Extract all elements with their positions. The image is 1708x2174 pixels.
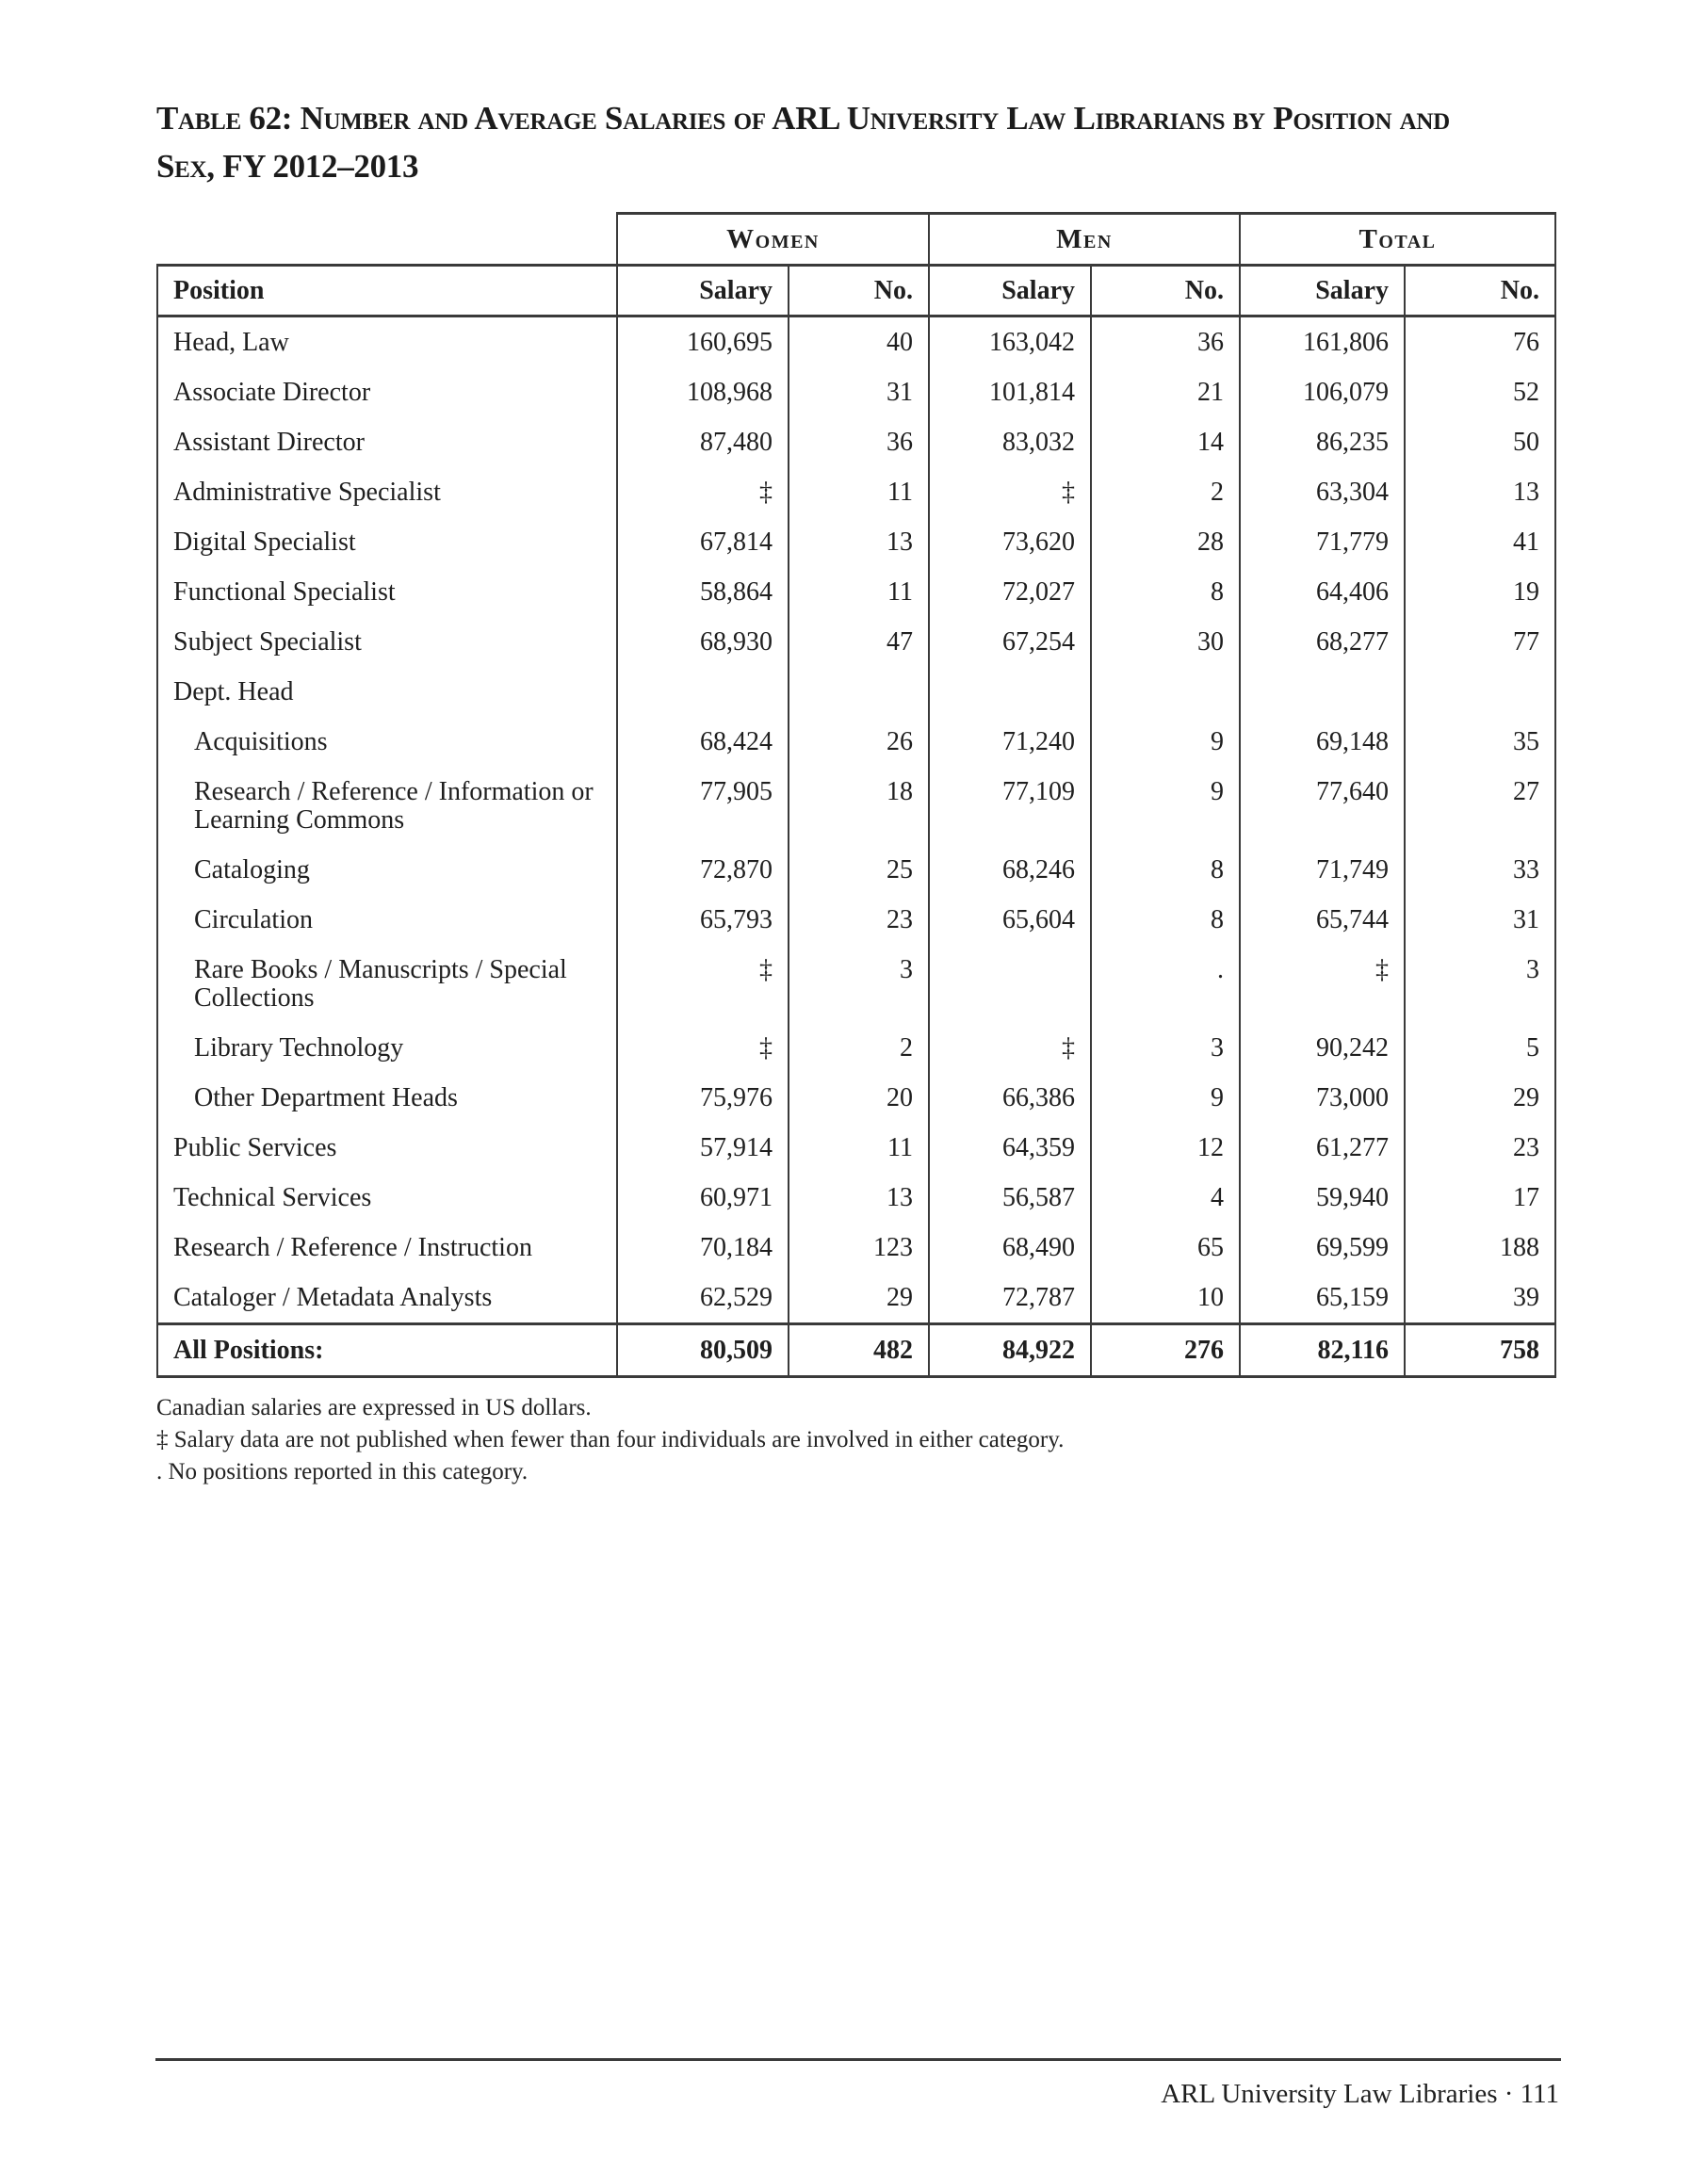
salary-cell: 77,640 — [1240, 767, 1405, 845]
salary-cell: 69,148 — [1240, 717, 1405, 767]
salary-cell: 64,406 — [1240, 567, 1405, 617]
count-cell: 52 — [1405, 367, 1555, 417]
position-cell: Research / Reference / Information or Learning Commons — [157, 767, 617, 845]
column-header-women-no: No. — [789, 266, 929, 316]
group-header-men: Men — [929, 214, 1240, 266]
salary-cell: 73,000 — [1240, 1073, 1405, 1123]
table-row — [157, 1223, 1555, 1273]
count-cell: 30 — [1091, 617, 1240, 667]
salary-cell: 57,914 — [617, 1123, 789, 1173]
salary-cell: 68,277 — [1240, 617, 1405, 667]
count-cell: . — [1091, 945, 1240, 1023]
salary-cell: 75,976 — [617, 1073, 789, 1123]
table-row — [157, 1073, 1555, 1123]
count-cell: 13 — [1405, 467, 1555, 517]
count-cell: 276 — [1091, 1324, 1240, 1377]
footer-page-label: ARL University Law Libraries · 111 — [1161, 2079, 1559, 2109]
salary-cell: 71,240 — [929, 717, 1091, 767]
count-cell: 76 — [1405, 316, 1555, 368]
table-row — [157, 417, 1555, 467]
count-cell: 188 — [1405, 1223, 1555, 1273]
column-header-position: Position — [157, 266, 617, 316]
salary-cell: 59,940 — [1240, 1173, 1405, 1223]
salary-cell — [929, 945, 1091, 1023]
salary-cell: 86,235 — [1240, 417, 1405, 467]
count-cell: 25 — [789, 845, 929, 895]
count-cell: 40 — [789, 316, 929, 368]
position-cell: Assistant Director — [157, 417, 617, 467]
count-cell: 19 — [1405, 567, 1555, 617]
group-header-row — [157, 214, 1555, 266]
column-header-row — [157, 266, 1555, 316]
salary-cell: ‡ — [1240, 945, 1405, 1023]
column-header-women-salary: Salary — [617, 266, 789, 316]
footer-rule — [155, 2058, 1561, 2061]
count-cell: 4 — [1091, 1173, 1240, 1223]
salary-cell: 62,529 — [617, 1273, 789, 1324]
table-row — [157, 767, 1555, 845]
total-row — [157, 1324, 1555, 1377]
table-row — [157, 617, 1555, 667]
salary-cell: 69,599 — [1240, 1223, 1405, 1273]
count-cell: 8 — [1091, 845, 1240, 895]
count-cell: 123 — [789, 1223, 929, 1273]
group-header-women: Women — [617, 214, 929, 266]
count-cell: 35 — [1405, 717, 1555, 767]
salary-cell: 64,359 — [929, 1123, 1091, 1173]
position-cell: Digital Specialist — [157, 517, 617, 567]
count-cell: 31 — [789, 367, 929, 417]
column-header-total-salary: Salary — [1240, 266, 1405, 316]
table-row — [157, 467, 1555, 517]
table-row — [157, 717, 1555, 767]
position-cell: Other Department Heads — [157, 1073, 617, 1123]
salary-cell: 106,079 — [1240, 367, 1405, 417]
count-cell: 23 — [1405, 1123, 1555, 1173]
position-cell: Cataloger / Metadata Analysts — [157, 1273, 617, 1324]
salary-cell: 58,864 — [617, 567, 789, 617]
count-cell: 29 — [1405, 1073, 1555, 1123]
column-header-total-no: No. — [1405, 266, 1555, 316]
salary-cell: 101,814 — [929, 367, 1091, 417]
salary-cell: 83,032 — [929, 417, 1091, 467]
count-cell: 482 — [789, 1324, 929, 1377]
salary-cell: 87,480 — [617, 417, 789, 467]
count-cell: 14 — [1091, 417, 1240, 467]
salary-cell: 73,620 — [929, 517, 1091, 567]
page-title-line-2: Sex, FY 2012–2013 — [156, 148, 419, 185]
footnote-no-positions: . No positions reported in this category. — [156, 1459, 529, 1484]
count-cell: 23 — [789, 895, 929, 945]
count-cell: 21 — [1091, 367, 1240, 417]
count-cell: 12 — [1091, 1123, 1240, 1173]
salary-cell: 65,159 — [1240, 1273, 1405, 1324]
count-cell: 31 — [1405, 895, 1555, 945]
table-row — [157, 667, 1555, 717]
count-cell: 758 — [1405, 1324, 1555, 1377]
salary-cell: 163,042 — [929, 316, 1091, 368]
footnote-currency: Canadian salaries are expressed in US dollars. — [156, 1395, 592, 1420]
position-cell: Head, Law — [157, 316, 617, 368]
count-cell: 3 — [1091, 1023, 1240, 1073]
count-cell: 11 — [789, 1123, 929, 1173]
count-cell — [1405, 667, 1555, 717]
salary-cell: 60,971 — [617, 1173, 789, 1223]
salary-cell: 65,793 — [617, 895, 789, 945]
salary-cell: 67,254 — [929, 617, 1091, 667]
position-cell: Public Services — [157, 1123, 617, 1173]
table-row — [157, 845, 1555, 895]
count-cell: 10 — [1091, 1273, 1240, 1324]
count-cell: 28 — [1091, 517, 1240, 567]
table-row — [157, 895, 1555, 945]
salary-cell: 68,930 — [617, 617, 789, 667]
position-cell: Dept. Head — [157, 667, 617, 717]
salary-cell: 68,490 — [929, 1223, 1091, 1273]
count-cell — [1091, 667, 1240, 717]
salary-cell: 72,027 — [929, 567, 1091, 617]
table-row — [157, 1023, 1555, 1073]
position-cell: All Positions: — [157, 1324, 617, 1377]
count-cell: 11 — [789, 467, 929, 517]
salary-cell: ‡ — [929, 1023, 1091, 1073]
count-cell: 27 — [1405, 767, 1555, 845]
salary-cell: ‡ — [617, 945, 789, 1023]
count-cell: 3 — [1405, 945, 1555, 1023]
table-row — [157, 367, 1555, 417]
page-title-line-1: Table 62: Number and Average Salaries of ARL University Law Librarians by Position and — [156, 100, 1450, 137]
position-cell: Research / Reference / Instruction — [157, 1223, 617, 1273]
salary-cell: 82,116 — [1240, 1324, 1405, 1377]
position-cell: Technical Services — [157, 1173, 617, 1223]
salary-cell: 77,109 — [929, 767, 1091, 845]
salary-cell: 72,787 — [929, 1273, 1091, 1324]
salary-cell: 84,922 — [929, 1324, 1091, 1377]
salary-cell: ‡ — [617, 1023, 789, 1073]
table-row — [157, 945, 1555, 1023]
table-body — [157, 316, 1555, 1377]
count-cell: 3 — [789, 945, 929, 1023]
salary-cell: 160,695 — [617, 316, 789, 368]
count-cell: 47 — [789, 617, 929, 667]
count-cell: 29 — [789, 1273, 929, 1324]
count-cell: 13 — [789, 517, 929, 567]
column-header-men-no: No. — [1091, 266, 1240, 316]
salary-cell — [929, 667, 1091, 717]
salary-cell — [1240, 667, 1405, 717]
count-cell: 41 — [1405, 517, 1555, 567]
salary-cell: ‡ — [617, 467, 789, 517]
count-cell: 9 — [1091, 767, 1240, 845]
salary-cell: 108,968 — [617, 367, 789, 417]
count-cell: 5 — [1405, 1023, 1555, 1073]
salary-cell: 72,870 — [617, 845, 789, 895]
count-cell: 8 — [1091, 567, 1240, 617]
count-cell: 77 — [1405, 617, 1555, 667]
salary-cell: ‡ — [929, 467, 1091, 517]
position-cell: Library Technology — [157, 1023, 617, 1073]
position-cell: Circulation — [157, 895, 617, 945]
salary-cell: 161,806 — [1240, 316, 1405, 368]
salary-cell: 67,814 — [617, 517, 789, 567]
group-header-total: Total — [1240, 214, 1555, 266]
salary-cell — [617, 667, 789, 717]
position-cell: Acquisitions — [157, 717, 617, 767]
count-cell: 20 — [789, 1073, 929, 1123]
count-cell: 11 — [789, 567, 929, 617]
position-cell: Subject Specialist — [157, 617, 617, 667]
count-cell: 8 — [1091, 895, 1240, 945]
table-row — [157, 1273, 1555, 1324]
count-cell: 9 — [1091, 717, 1240, 767]
count-cell: 33 — [1405, 845, 1555, 895]
table-row — [157, 567, 1555, 617]
count-cell: 36 — [789, 417, 929, 467]
footnote-dagger: ‡ Salary data are not published when fewer than four individuals are involved in either category. — [156, 1427, 1065, 1452]
position-cell: Rare Books / Manuscripts / Special Collections — [157, 945, 617, 1023]
salary-cell: 66,386 — [929, 1073, 1091, 1123]
salary-cell: 90,242 — [1240, 1023, 1405, 1073]
salary-table-container — [156, 212, 1556, 1378]
table-row — [157, 1173, 1555, 1223]
salary-cell: 71,779 — [1240, 517, 1405, 567]
salary-cell: 65,604 — [929, 895, 1091, 945]
salary-cell: 71,749 — [1240, 845, 1405, 895]
column-header-men-salary: Salary — [929, 266, 1091, 316]
salary-cell: 65,744 — [1240, 895, 1405, 945]
position-cell: Functional Specialist — [157, 567, 617, 617]
count-cell: 9 — [1091, 1073, 1240, 1123]
salary-cell: 68,246 — [929, 845, 1091, 895]
count-cell: 36 — [1091, 316, 1240, 368]
count-cell: 26 — [789, 717, 929, 767]
footnotes — [156, 1392, 1064, 1488]
table-row — [157, 1123, 1555, 1173]
position-cell: Cataloging — [157, 845, 617, 895]
salary-cell: 63,304 — [1240, 467, 1405, 517]
count-cell: 13 — [789, 1173, 929, 1223]
count-cell: 17 — [1405, 1173, 1555, 1223]
position-cell: Administrative Specialist — [157, 467, 617, 517]
count-cell: 65 — [1091, 1223, 1240, 1273]
count-cell: 39 — [1405, 1273, 1555, 1324]
salary-cell: 80,509 — [617, 1324, 789, 1377]
count-cell: 18 — [789, 767, 929, 845]
count-cell: 2 — [789, 1023, 929, 1073]
salary-cell: 77,905 — [617, 767, 789, 845]
group-header-spacer — [157, 214, 617, 266]
salary-cell: 56,587 — [929, 1173, 1091, 1223]
count-cell: 50 — [1405, 417, 1555, 467]
salary-table — [156, 212, 1556, 1378]
salary-cell: 68,424 — [617, 717, 789, 767]
salary-cell: 70,184 — [617, 1223, 789, 1273]
position-cell: Associate Director — [157, 367, 617, 417]
count-cell — [789, 667, 929, 717]
count-cell: 2 — [1091, 467, 1240, 517]
table-row — [157, 517, 1555, 567]
page-title — [156, 94, 1450, 190]
salary-cell: 61,277 — [1240, 1123, 1405, 1173]
table-row — [157, 316, 1555, 368]
